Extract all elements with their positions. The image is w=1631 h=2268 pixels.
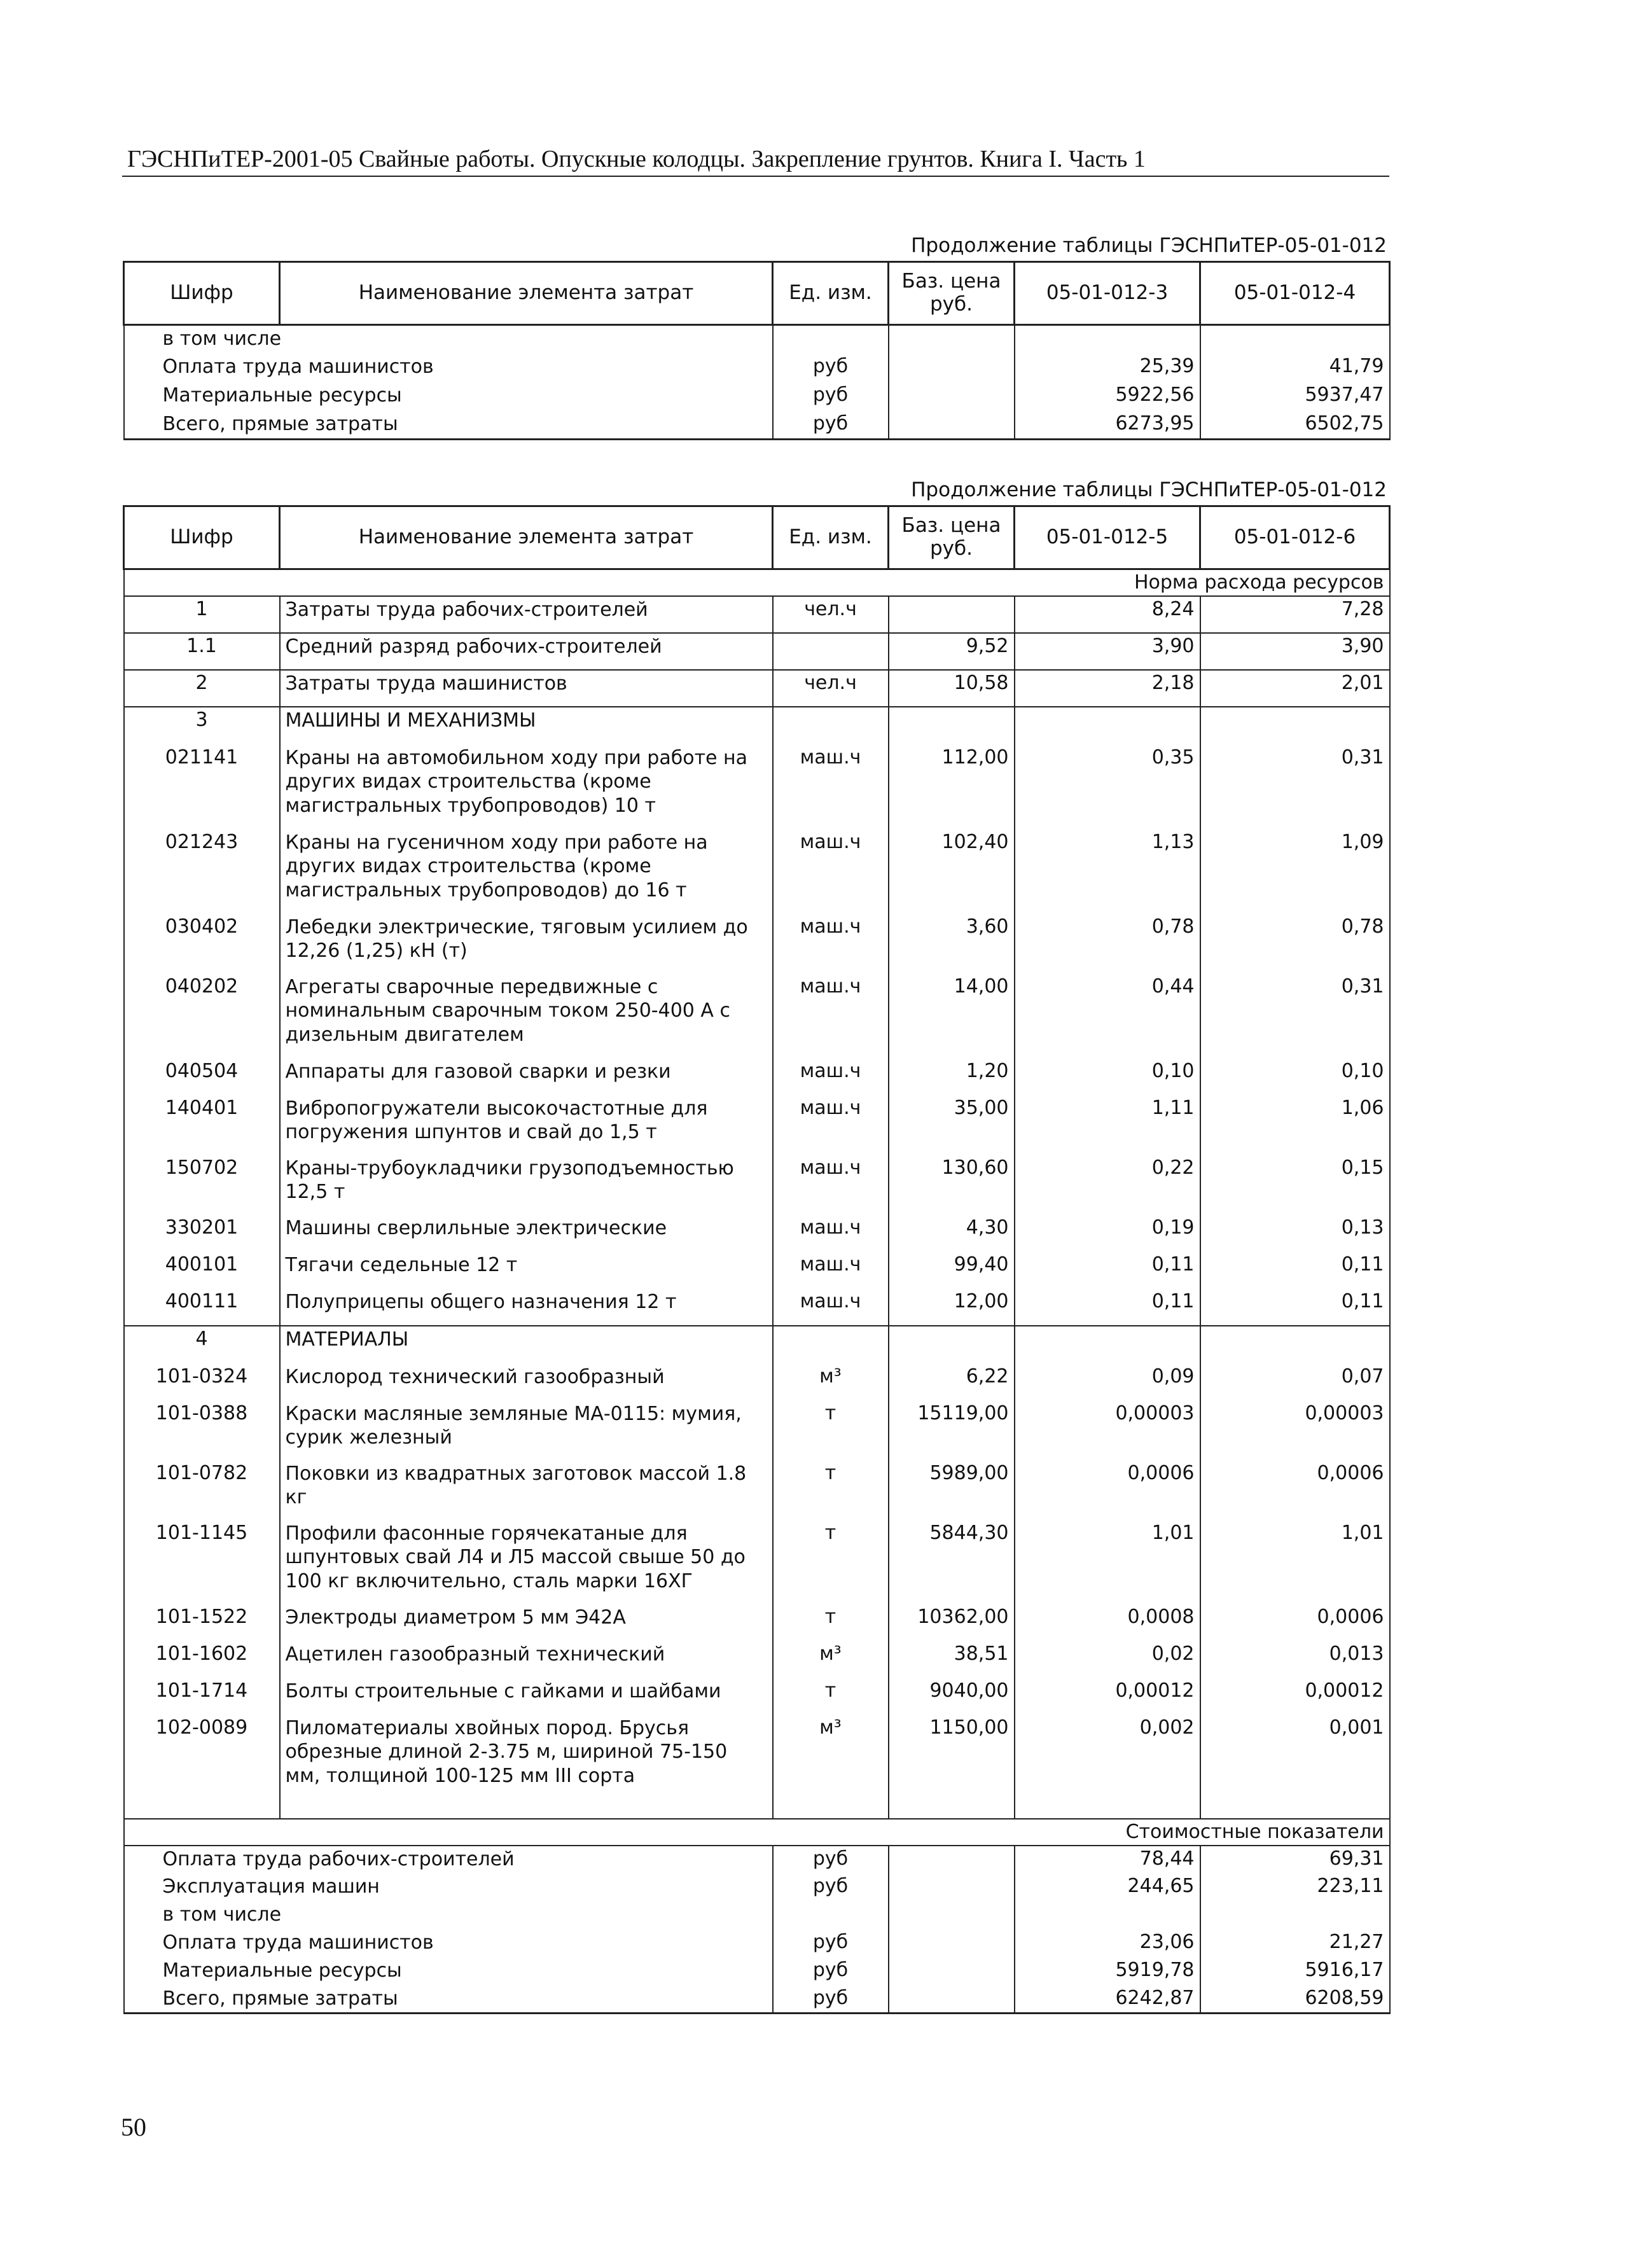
row-value-b: 0,11 bbox=[1200, 1252, 1390, 1289]
summary-price bbox=[889, 1902, 1015, 1930]
row-code: 101-0324 bbox=[124, 1364, 280, 1401]
summary-unit: руб bbox=[773, 1930, 889, 1958]
row-value-b: 0,31 bbox=[1200, 974, 1390, 1059]
row-name: Краны-трубоукладчики грузоподъемностью 12,5 т bbox=[280, 1155, 773, 1215]
table2 bbox=[123, 505, 1391, 2014]
spacer-cell bbox=[1015, 1800, 1200, 1819]
row-price: 10,58 bbox=[889, 670, 1015, 707]
row-value-a: 0,10 bbox=[1015, 1059, 1200, 1096]
row-name: МАШИНЫ И МЕХАНИЗМЫ bbox=[280, 707, 773, 745]
row-price: 10362,00 bbox=[889, 1604, 1015, 1641]
summary-value-a: 78,44 bbox=[1015, 1846, 1200, 1874]
summary-value-b: 223,11 bbox=[1200, 1874, 1390, 1902]
row-value-b: 1,09 bbox=[1200, 830, 1390, 914]
table-row bbox=[124, 1364, 1390, 1401]
row-name: Поковки из квадратных заготовок массой 1.8 кг bbox=[280, 1461, 773, 1520]
row-name: Болты строительные с гайками и шайбами bbox=[280, 1678, 773, 1715]
row-code: 2 bbox=[124, 670, 280, 707]
row-price: 5989,00 bbox=[889, 1461, 1015, 1520]
row-unit: м³ bbox=[773, 1364, 889, 1401]
summary-unit: руб bbox=[773, 1958, 889, 1986]
summary-row bbox=[124, 1902, 1390, 1930]
row-value-b: 0,15 bbox=[1200, 1155, 1390, 1215]
row-value-a: 0,002 bbox=[1015, 1715, 1200, 1800]
row-value-b: 0,00003 bbox=[1200, 1401, 1390, 1461]
row-value-b: 0,07 bbox=[1200, 1364, 1390, 1401]
row-unit: м³ bbox=[773, 1641, 889, 1678]
row-code: 101-1522 bbox=[124, 1604, 280, 1641]
row-value-a: 0,09 bbox=[1015, 1364, 1200, 1401]
row-value-b: 0,78 bbox=[1200, 914, 1390, 974]
row-name: Материальные ресурсы bbox=[124, 382, 773, 411]
row-code: 021243 bbox=[124, 830, 280, 914]
row-unit: м³ bbox=[773, 1715, 889, 1800]
row-unit: маш.ч bbox=[773, 830, 889, 914]
summary-price bbox=[889, 1846, 1015, 1874]
summary-row bbox=[124, 1846, 1390, 1874]
table-row bbox=[124, 1289, 1390, 1326]
row-name: Средний разряд рабочих-строителей bbox=[280, 633, 773, 670]
row-name: Электроды диаметром 5 мм Э42А bbox=[280, 1604, 773, 1641]
table-row bbox=[124, 1096, 1390, 1155]
row-value-a: 25,39 bbox=[1015, 354, 1200, 382]
row-code: 1 bbox=[124, 596, 280, 633]
row-price: 9,52 bbox=[889, 633, 1015, 670]
row-name: Затраты труда машинистов bbox=[280, 670, 773, 707]
row-unit: маш.ч bbox=[773, 914, 889, 974]
row-price bbox=[889, 325, 1015, 354]
summary-price bbox=[889, 1930, 1015, 1958]
summary-price bbox=[889, 1986, 1015, 2014]
table-row bbox=[124, 1641, 1390, 1678]
row-price: 12,00 bbox=[889, 1289, 1015, 1326]
table-row bbox=[124, 1678, 1390, 1715]
page-header: ГЭСНПиТЕР-2001-05 Свайные работы. Опускные колодцы. Закрепление грунтов. Книга I. Часть 1 bbox=[127, 146, 1146, 172]
table-row bbox=[124, 411, 1390, 440]
row-unit: чел.ч bbox=[773, 596, 889, 633]
row-value-a: 6273,95 bbox=[1015, 411, 1200, 440]
row-name: Пиломатериалы хвойных пород. Брусья обрезные длиной 2-3.75 м, шириной 75-150 мм, толщиной 100-125 мм III сорта bbox=[280, 1715, 773, 1800]
table-row bbox=[124, 1401, 1390, 1461]
row-value-a: 1,01 bbox=[1015, 1520, 1200, 1604]
row-value-a: 0,35 bbox=[1015, 745, 1200, 830]
row-unit bbox=[773, 707, 889, 745]
row-value-b: 0,013 bbox=[1200, 1641, 1390, 1678]
table1 bbox=[123, 261, 1391, 440]
summary-price bbox=[889, 1874, 1015, 1902]
col-b-header: 05-01-012-4 bbox=[1200, 262, 1390, 325]
row-name: Тягачи седельные 12 т bbox=[280, 1252, 773, 1289]
row-price bbox=[889, 354, 1015, 382]
row-price bbox=[889, 707, 1015, 745]
row-name: Краски масляные земляные МА-0115: мумия, сурик железный bbox=[280, 1401, 773, 1461]
row-code: 101-0782 bbox=[124, 1461, 280, 1520]
row-unit: маш.ч bbox=[773, 1059, 889, 1096]
table-row bbox=[124, 354, 1390, 382]
row-code: 040202 bbox=[124, 974, 280, 1059]
row-price: 5844,30 bbox=[889, 1520, 1015, 1604]
row-value-a: 0,02 bbox=[1015, 1641, 1200, 1678]
row-unit: маш.ч bbox=[773, 974, 889, 1059]
summary-name: Оплата труда машинистов bbox=[124, 1930, 773, 1958]
row-code: 1.1 bbox=[124, 633, 280, 670]
col-a-header: 05-01-012-3 bbox=[1015, 262, 1200, 325]
row-unit: маш.ч bbox=[773, 1215, 889, 1252]
summary-name: Эксплуатация машин bbox=[124, 1874, 773, 1902]
row-price: 4,30 bbox=[889, 1215, 1015, 1252]
table-row bbox=[124, 1215, 1390, 1252]
row-name: Вибропогружатели высокочастотные для погружения шпунтов и свай до 1,5 т bbox=[280, 1096, 773, 1155]
row-name: МАТЕРИАЛЫ bbox=[280, 1326, 773, 1364]
row-value-a: 8,24 bbox=[1015, 596, 1200, 633]
row-value-a: 0,78 bbox=[1015, 914, 1200, 974]
summary-value-b: 6208,59 bbox=[1200, 1986, 1390, 2014]
row-code: 102-0089 bbox=[124, 1715, 280, 1800]
summary-name: Всего, прямые затраты bbox=[124, 1986, 773, 2014]
row-value-a: 0,00003 bbox=[1015, 1401, 1200, 1461]
row-price: 15119,00 bbox=[889, 1401, 1015, 1461]
summary-value-a: 23,06 bbox=[1015, 1930, 1200, 1958]
summary-price bbox=[889, 1958, 1015, 1986]
summary-name: Материальные ресурсы bbox=[124, 1958, 773, 1986]
row-code: 4 bbox=[124, 1326, 280, 1364]
summary-value-a: 5919,78 bbox=[1015, 1958, 1200, 1986]
table-row bbox=[124, 1461, 1390, 1520]
row-value-b: 2,01 bbox=[1200, 670, 1390, 707]
row-value-b: 0,001 bbox=[1200, 1715, 1390, 1800]
row-value-a: 1,11 bbox=[1015, 1096, 1200, 1155]
row-price: 99,40 bbox=[889, 1252, 1015, 1289]
row-name: Аппараты для газовой сварки и резки bbox=[280, 1059, 773, 1096]
table2-continuation: Продолжение таблицы ГЭСНПиТЕР-05-01-012 bbox=[911, 478, 1387, 501]
row-price bbox=[889, 1326, 1015, 1364]
row-price bbox=[889, 411, 1015, 440]
summary-name: Оплата труда рабочих-строителей bbox=[124, 1846, 773, 1874]
row-value-a: 0,11 bbox=[1015, 1289, 1200, 1326]
row-name: Машины сверлильные электрические bbox=[280, 1215, 773, 1252]
row-code: 150702 bbox=[124, 1155, 280, 1215]
col-b-header: 05-01-012-6 bbox=[1200, 506, 1390, 569]
row-value-b bbox=[1200, 707, 1390, 745]
table-row bbox=[124, 1520, 1390, 1604]
row-price: 35,00 bbox=[889, 1096, 1015, 1155]
col-unit-header: Ед. изм. bbox=[773, 262, 889, 325]
norm-header-label: Норма расхода ресурсов bbox=[124, 569, 1390, 596]
summary-value-b: 21,27 bbox=[1200, 1930, 1390, 1958]
row-code: 140401 bbox=[124, 1096, 280, 1155]
row-value-b: 0,31 bbox=[1200, 745, 1390, 830]
summary-value-b: 69,31 bbox=[1200, 1846, 1390, 1874]
row-price bbox=[889, 596, 1015, 633]
table-row bbox=[124, 745, 1390, 830]
row-code: 400101 bbox=[124, 1252, 280, 1289]
row-value-b bbox=[1200, 325, 1390, 354]
row-value-a: 3,90 bbox=[1015, 633, 1200, 670]
row-value-b: 0,00012 bbox=[1200, 1678, 1390, 1715]
row-value-a: 1,13 bbox=[1015, 830, 1200, 914]
row-unit: маш.ч bbox=[773, 1252, 889, 1289]
summary-unit: руб bbox=[773, 1986, 889, 2014]
row-value-a: 0,11 bbox=[1015, 1252, 1200, 1289]
row-code: 400111 bbox=[124, 1289, 280, 1326]
row-value-b: 41,79 bbox=[1200, 354, 1390, 382]
row-value-a: 0,19 bbox=[1015, 1215, 1200, 1252]
row-value-a: 0,44 bbox=[1015, 974, 1200, 1059]
table-row bbox=[124, 914, 1390, 974]
row-unit: чел.ч bbox=[773, 670, 889, 707]
col-unit-header: Ед. изм. bbox=[773, 506, 889, 569]
table-row bbox=[124, 1715, 1390, 1800]
page-number: 50 bbox=[121, 2113, 146, 2141]
row-price: 9040,00 bbox=[889, 1678, 1015, 1715]
row-value-b: 5937,47 bbox=[1200, 382, 1390, 411]
table2-header-row bbox=[124, 506, 1390, 569]
row-value-a: 0,0008 bbox=[1015, 1604, 1200, 1641]
summary-row bbox=[124, 1874, 1390, 1902]
spacer-cell bbox=[124, 1800, 280, 1819]
row-value-a bbox=[1015, 707, 1200, 745]
norm-header bbox=[124, 569, 1390, 596]
summary-unit bbox=[773, 1902, 889, 1930]
summary-row bbox=[124, 1986, 1390, 2014]
row-unit: руб bbox=[773, 354, 889, 382]
col-code-header: Шифр bbox=[124, 262, 280, 325]
row-unit bbox=[773, 633, 889, 670]
row-name: Оплата труда машинистов bbox=[124, 354, 773, 382]
row-unit: маш.ч bbox=[773, 1096, 889, 1155]
row-code: 3 bbox=[124, 707, 280, 745]
row-value-a: 5922,56 bbox=[1015, 382, 1200, 411]
row-code: 101-1714 bbox=[124, 1678, 280, 1715]
summary-unit: руб bbox=[773, 1874, 889, 1902]
row-name: Краны на гусеничном ходу при работе на других видах строительства (кроме магистральных трубопроводов) до 16 т bbox=[280, 830, 773, 914]
table-row bbox=[124, 974, 1390, 1059]
row-price: 3,60 bbox=[889, 914, 1015, 974]
row-name: Профили фасонные горячекатаные для шпунтовых свай Л4 и Л5 массой свыше 50 до 100 кг включительно, сталь марки 16ХГ bbox=[280, 1520, 773, 1604]
table-row bbox=[124, 830, 1390, 914]
row-unit: маш.ч bbox=[773, 745, 889, 830]
row-code: 101-0388 bbox=[124, 1401, 280, 1461]
row-name: Лебедки электрические, тяговым усилием до 12,26 (1,25) кН (т) bbox=[280, 914, 773, 974]
row-code: 040504 bbox=[124, 1059, 280, 1096]
summary-name: в том числе bbox=[124, 1902, 773, 1930]
row-unit: т bbox=[773, 1604, 889, 1641]
row-value-b: 7,28 bbox=[1200, 596, 1390, 633]
row-price: 6,22 bbox=[889, 1364, 1015, 1401]
header-rule bbox=[122, 176, 1389, 177]
col-name-header: Наименование элемента затрат bbox=[280, 506, 773, 569]
row-name: в том числе bbox=[124, 325, 773, 354]
table-row bbox=[124, 1155, 1390, 1215]
row-value-b: 0,0006 bbox=[1200, 1604, 1390, 1641]
row-value-a: 0,00012 bbox=[1015, 1678, 1200, 1715]
row-unit: т bbox=[773, 1520, 889, 1604]
row-name: Ацетилен газообразный технический bbox=[280, 1641, 773, 1678]
row-code: 101-1145 bbox=[124, 1520, 280, 1604]
spacer-cell bbox=[1200, 1800, 1390, 1819]
row-value-b bbox=[1200, 1326, 1390, 1364]
row-value-a: 0,22 bbox=[1015, 1155, 1200, 1215]
row-price: 1,20 bbox=[889, 1059, 1015, 1096]
row-value-b: 3,90 bbox=[1200, 633, 1390, 670]
summary-unit: руб bbox=[773, 1846, 889, 1874]
summary-row bbox=[124, 1930, 1390, 1958]
col-price-header: Баз. цена руб. bbox=[889, 506, 1015, 569]
row-value-b: 1,06 bbox=[1200, 1096, 1390, 1155]
row-unit: руб bbox=[773, 382, 889, 411]
row-name: Агрегаты сварочные передвижные с номинальным сварочным током 250-400 А с дизельным двигателем bbox=[280, 974, 773, 1059]
summary-value-a bbox=[1015, 1902, 1200, 1930]
cost-header bbox=[124, 1819, 1390, 1846]
row-value-a: 2,18 bbox=[1015, 670, 1200, 707]
table-row bbox=[124, 1326, 1390, 1364]
row-code: 030402 bbox=[124, 914, 280, 974]
row-price: 1150,00 bbox=[889, 1715, 1015, 1800]
table1-header-row bbox=[124, 262, 1390, 325]
row-unit: маш.ч bbox=[773, 1289, 889, 1326]
spacer-row bbox=[124, 1800, 1390, 1819]
row-name: Затраты труда рабочих-строителей bbox=[280, 596, 773, 633]
row-name: Полуприцепы общего назначения 12 т bbox=[280, 1289, 773, 1326]
row-unit: т bbox=[773, 1401, 889, 1461]
col-name-header: Наименование элемента затрат bbox=[280, 262, 773, 325]
table-row bbox=[124, 670, 1390, 707]
summary-row bbox=[124, 1958, 1390, 1986]
row-value-b: 1,01 bbox=[1200, 1520, 1390, 1604]
row-value-b: 0,10 bbox=[1200, 1059, 1390, 1096]
row-unit bbox=[773, 325, 889, 354]
row-code: 101-1602 bbox=[124, 1641, 280, 1678]
spacer-cell bbox=[773, 1800, 889, 1819]
row-value-a: 0,0006 bbox=[1015, 1461, 1200, 1520]
row-value-a bbox=[1015, 1326, 1200, 1364]
row-name: Кислород технический газообразный bbox=[280, 1364, 773, 1401]
row-price: 112,00 bbox=[889, 745, 1015, 830]
row-unit: маш.ч bbox=[773, 1155, 889, 1215]
table-row bbox=[124, 596, 1390, 633]
row-code: 330201 bbox=[124, 1215, 280, 1252]
row-unit bbox=[773, 1326, 889, 1364]
row-unit: т bbox=[773, 1678, 889, 1715]
row-value-b: 0,11 bbox=[1200, 1289, 1390, 1326]
col-a-header: 05-01-012-5 bbox=[1015, 506, 1200, 569]
table-row bbox=[124, 1059, 1390, 1096]
table-row bbox=[124, 382, 1390, 411]
row-name: Всего, прямые затраты bbox=[124, 411, 773, 440]
row-value-b: 6502,75 bbox=[1200, 411, 1390, 440]
cost-header-label: Стоимостные показатели bbox=[124, 1819, 1390, 1846]
spacer-cell bbox=[280, 1800, 773, 1819]
row-value-b: 0,13 bbox=[1200, 1215, 1390, 1252]
row-value-a bbox=[1015, 325, 1200, 354]
col-price-header: Баз. цена руб. bbox=[889, 262, 1015, 325]
summary-value-b: 5916,17 bbox=[1200, 1958, 1390, 1986]
row-price bbox=[889, 382, 1015, 411]
summary-value-a: 244,65 bbox=[1015, 1874, 1200, 1902]
col-code-header: Шифр bbox=[124, 506, 280, 569]
row-code: 021141 bbox=[124, 745, 280, 830]
row-name: Краны на автомобильном ходу при работе на других видах строительства (кроме магистральных трубопроводов) 10 т bbox=[280, 745, 773, 830]
table-row bbox=[124, 707, 1390, 745]
summary-value-a: 6242,87 bbox=[1015, 1986, 1200, 2014]
summary-value-b bbox=[1200, 1902, 1390, 1930]
table-row bbox=[124, 1252, 1390, 1289]
row-unit: руб bbox=[773, 411, 889, 440]
table1-continuation: Продолжение таблицы ГЭСНПиТЕР-05-01-012 bbox=[911, 234, 1387, 257]
table-row bbox=[124, 1604, 1390, 1641]
row-price: 102,40 bbox=[889, 830, 1015, 914]
row-price: 130,60 bbox=[889, 1155, 1015, 1215]
spacer-cell bbox=[889, 1800, 1015, 1819]
row-price: 38,51 bbox=[889, 1641, 1015, 1678]
row-price: 14,00 bbox=[889, 974, 1015, 1059]
row-unit: т bbox=[773, 1461, 889, 1520]
table-row bbox=[124, 633, 1390, 670]
row-value-b: 0,0006 bbox=[1200, 1461, 1390, 1520]
table-row bbox=[124, 325, 1390, 354]
